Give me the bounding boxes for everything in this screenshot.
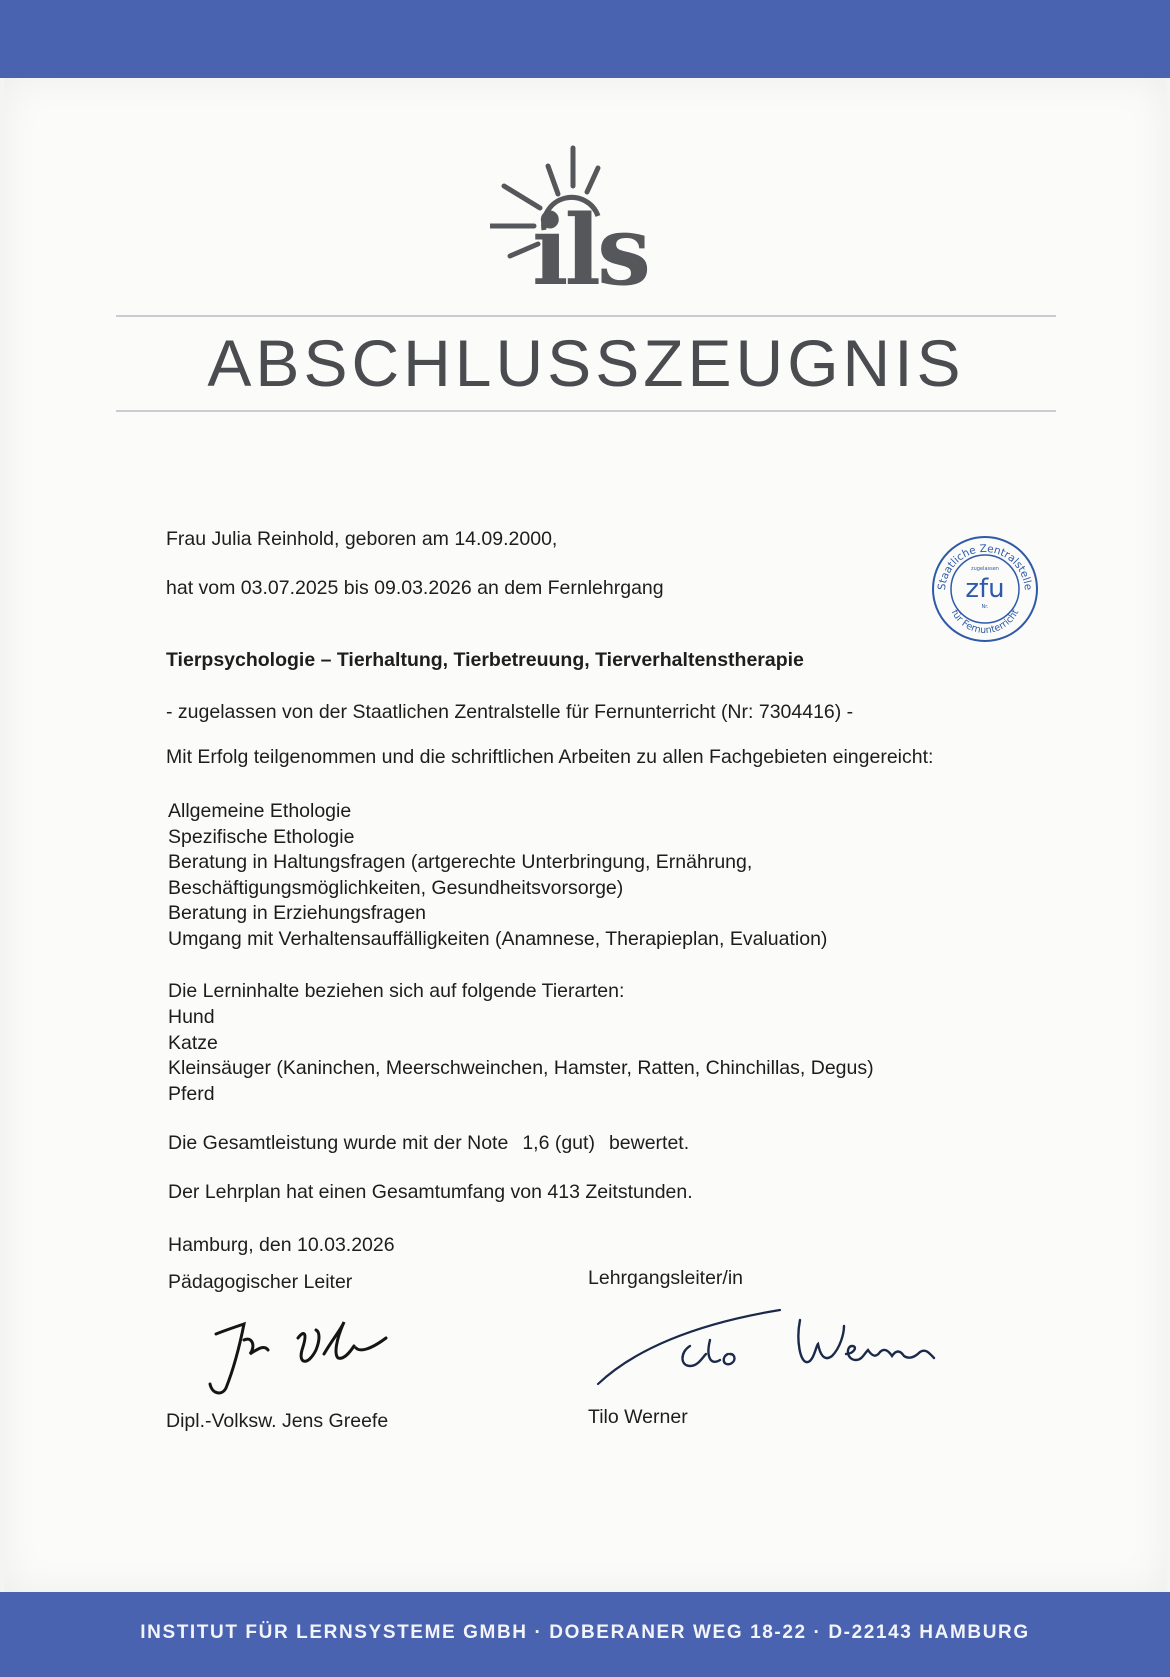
seal-small-top: zugelassen bbox=[971, 566, 999, 572]
grade-prefix: Die Gesamtleistung wurde mit der Note bbox=[168, 1132, 509, 1154]
list-item: Allgemeine Ethologie bbox=[168, 800, 352, 822]
seal-abbr: zfu bbox=[965, 574, 1005, 604]
recipient-line: Frau Julia Reinhold, geboren am 14.09.2000, bbox=[166, 528, 558, 550]
species-list bbox=[168, 1005, 874, 1107]
left-signer-role: Pädagogischer Leiter bbox=[168, 1271, 353, 1293]
left-signature bbox=[186, 1310, 416, 1400]
page-title: ABSCHLUSSZEUGNIS bbox=[207, 326, 965, 400]
list-item: Hund bbox=[168, 1006, 215, 1028]
list-item: Pferd bbox=[168, 1082, 215, 1105]
right-signature bbox=[594, 1300, 954, 1390]
title-rule-top bbox=[116, 315, 1056, 317]
list-item: Beschäftigungsmöglichkeiten, Gesundheitsvorsorge) bbox=[168, 876, 624, 899]
left-signer-name: Dipl.-Volksw. Jens Greefe bbox=[166, 1410, 389, 1432]
list-item: Beratung in Haltungsfragen (artgerechte Unterbringung, Ernährung, bbox=[168, 851, 753, 873]
grade-suffix: bewertet. bbox=[608, 1132, 690, 1154]
ils-logo bbox=[490, 136, 680, 306]
species-intro: Die Lerninhalte beziehen sich auf folgende Tierarten: bbox=[168, 980, 625, 1002]
right-signer-name: Tilo Werner bbox=[588, 1406, 688, 1428]
grade-line bbox=[168, 1131, 689, 1155]
approval-line: - zugelassen von der Staatlichen Zentralstelle für Fernunterricht (Nr: 7304416) - bbox=[166, 701, 854, 723]
footer-address: INSTITUT FÜR LERNSYSTEME GMBH · DOBERANER WEG 18-22 · D-22143 HAMBURG bbox=[140, 1622, 1030, 1643]
course-title: Tierpsychologie – Tierhaltung, Tierbetreuung, Tierverhaltenstherapie bbox=[166, 649, 804, 671]
list-item: Katze bbox=[168, 1031, 218, 1054]
subject-list bbox=[168, 799, 827, 952]
list-item: Beratung in Erziehungsfragen bbox=[168, 902, 427, 924]
list-item: Umgang mit Verhaltensauffälligkeiten (Anamnese, Therapieplan, Evaluation) bbox=[168, 927, 828, 950]
success-line: Mit Erfolg teilgenommen und die schriftlichen Arbeiten zu allen Fachgebieten eingereicht: bbox=[166, 746, 934, 768]
seal-arc-bottom: für Fernunterricht bbox=[948, 607, 1022, 637]
seal-arc-top: Staatliche Zentralstelle bbox=[935, 542, 1035, 591]
list-item: Kleinsäuger (Kaninchen, Meerschweinchen, Hamster, Ratten, Chinchillas, Degus) bbox=[168, 1057, 874, 1079]
seal-small-bottom: Nr. bbox=[981, 604, 989, 610]
period-line: hat vom 03.07.2025 bis 09.03.2026 an dem Fernlehrgang bbox=[166, 577, 664, 599]
title-rule-bottom bbox=[116, 410, 1056, 412]
place-date: Hamburg, den 10.03.2026 bbox=[168, 1234, 395, 1256]
scope-line: Der Lehrplan hat einen Gesamtumfang von 413 Zeitstunden. bbox=[168, 1181, 693, 1203]
logo-text: ils bbox=[532, 194, 647, 306]
grade-value: 1,6 (gut) bbox=[522, 1132, 595, 1154]
zfu-seal bbox=[930, 534, 1040, 644]
top-color-band bbox=[0, 0, 1170, 78]
right-signer-role: Lehrgangsleiter/in bbox=[588, 1267, 744, 1289]
list-item: Spezifische Ethologie bbox=[168, 825, 355, 848]
